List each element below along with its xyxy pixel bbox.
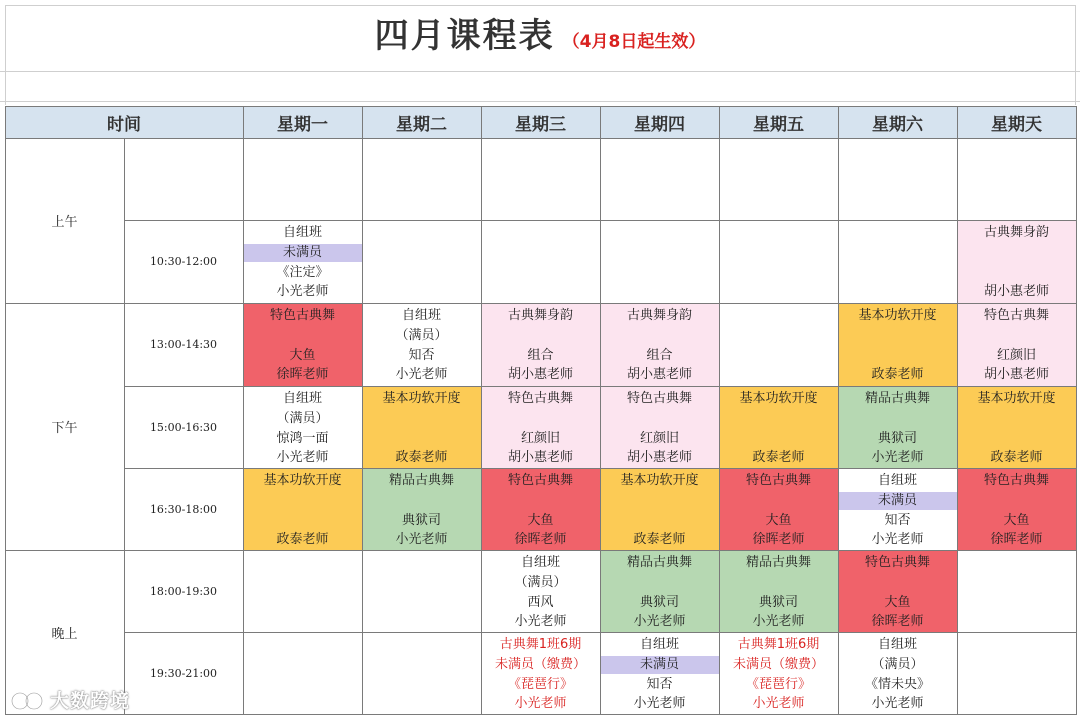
class-line: 小光老师 xyxy=(633,696,686,711)
class-line xyxy=(838,346,957,366)
class-line xyxy=(719,573,838,593)
class-line: 古典舞身韵 xyxy=(983,225,1049,240)
time-slot: 18:00-19:30 xyxy=(149,584,218,598)
class-line: 大鱼 xyxy=(765,513,792,528)
class-cell xyxy=(481,632,600,714)
class-line: 基本功软开度 xyxy=(620,473,699,488)
class-line: 惊鸿一面 xyxy=(276,431,329,446)
class-line: 小光老师 xyxy=(633,614,686,629)
class-line: 精品古典舞 xyxy=(864,391,930,406)
class-line xyxy=(600,491,719,511)
class-line: 徐晖老师 xyxy=(752,532,805,547)
class-line: 基本功软开度 xyxy=(263,473,342,488)
class-line: 《琵琶行》 xyxy=(507,677,573,692)
header-day: 星期五 xyxy=(719,106,838,138)
class-line: 特色古典舞 xyxy=(626,391,692,406)
class-line: 《注定》 xyxy=(276,265,329,280)
class-line xyxy=(600,511,719,531)
class-line: 政泰老师 xyxy=(276,532,329,547)
class-line: 徐晖老师 xyxy=(871,614,924,629)
class-line xyxy=(243,511,362,531)
table-vline xyxy=(957,106,958,715)
class-line: 小光老师 xyxy=(514,696,567,711)
class-cell xyxy=(719,550,838,632)
class-line xyxy=(719,491,838,511)
table-hline xyxy=(5,303,1077,304)
table-vline xyxy=(1076,106,1077,715)
class-cell xyxy=(957,220,1076,303)
class-cell xyxy=(243,468,362,550)
class-line: 小光老师 xyxy=(395,532,448,547)
class-line xyxy=(600,573,719,593)
class-line: 特色古典舞 xyxy=(983,473,1049,488)
class-line xyxy=(481,326,600,346)
class-cell xyxy=(838,303,957,386)
table-vline xyxy=(838,106,839,715)
page-title: 四月课程表 xyxy=(374,16,555,56)
time-slot: 16:30-18:00 xyxy=(149,502,218,516)
class-line: 典狱司 xyxy=(639,595,679,610)
class-line: 胡小惠老师 xyxy=(983,284,1049,299)
class-line: （满员） xyxy=(514,575,567,590)
class-line xyxy=(957,409,1076,429)
class-cell xyxy=(362,303,481,386)
class-line: 自组班 xyxy=(877,473,917,488)
class-line: 《琵琶行》 xyxy=(745,677,811,692)
class-line: 知否 xyxy=(884,513,911,528)
class-line: 知否 xyxy=(646,677,673,692)
class-cell xyxy=(243,303,362,386)
class-line: 大鱼 xyxy=(527,513,554,528)
sheet-gridline xyxy=(5,5,6,105)
time-slot xyxy=(124,138,243,220)
class-line xyxy=(600,409,719,429)
class-line: 自组班 xyxy=(282,391,322,406)
class-cell xyxy=(481,468,600,550)
class-line xyxy=(957,326,1076,346)
table-hline xyxy=(5,106,1077,107)
class-line: 小光老师 xyxy=(871,696,924,711)
header-time: 时间 xyxy=(5,106,243,138)
class-cell xyxy=(838,550,957,632)
class-line: 特色古典舞 xyxy=(507,473,573,488)
header-day: 星期四 xyxy=(600,106,719,138)
class-line: 未满员 xyxy=(639,657,679,672)
class-line: 小光老师 xyxy=(752,614,805,629)
class-line xyxy=(719,429,838,449)
table-vline xyxy=(362,106,363,715)
class-line: 典狱司 xyxy=(877,431,917,446)
class-line: 组合 xyxy=(646,348,673,363)
class-line: 徐晖老师 xyxy=(514,532,567,547)
class-cell xyxy=(243,386,362,468)
class-cell xyxy=(838,386,957,468)
class-line: 未满员（缴费） xyxy=(494,657,586,672)
class-cell xyxy=(362,468,481,550)
class-cell xyxy=(481,386,600,468)
time-slot: 10:30-12:00 xyxy=(149,255,218,268)
table-hline xyxy=(5,714,1077,715)
class-line: 自组班 xyxy=(520,555,560,570)
class-line: 小光老师 xyxy=(514,614,567,629)
class-line: 特色古典舞 xyxy=(507,391,573,406)
class-cell xyxy=(719,468,838,550)
table-vline xyxy=(243,106,244,715)
class-line: （满员） xyxy=(276,411,329,426)
class-line: 基本功软开度 xyxy=(977,391,1056,406)
class-line: 西风 xyxy=(527,595,554,610)
class-line: 徐晖老师 xyxy=(990,532,1043,547)
class-line: 政泰老师 xyxy=(871,367,924,382)
class-line: 政泰老师 xyxy=(395,450,448,465)
class-line: 精品古典舞 xyxy=(745,555,811,570)
class-line: 基本功软开度 xyxy=(858,308,937,323)
class-line: 古典舞身韵 xyxy=(507,308,573,323)
title-row xyxy=(0,8,1080,57)
class-line: 胡小惠老师 xyxy=(983,367,1049,382)
period-label: 晚上 xyxy=(51,626,78,642)
table-vline xyxy=(600,106,601,715)
class-line: 胡小惠老师 xyxy=(507,450,573,465)
class-line xyxy=(957,263,1076,283)
class-line xyxy=(481,409,600,429)
class-line: 红颜旧 xyxy=(639,431,679,446)
class-cell xyxy=(957,303,1076,386)
class-cell xyxy=(600,632,719,714)
class-line: 未满员 xyxy=(877,493,917,508)
class-line xyxy=(362,409,481,429)
class-line: 政泰老师 xyxy=(752,450,805,465)
class-cell xyxy=(362,386,481,468)
header-day: 星期一 xyxy=(243,106,362,138)
class-line: 精品古典舞 xyxy=(626,555,692,570)
period-label: 上午 xyxy=(51,215,78,230)
class-line: 古典舞身韵 xyxy=(626,308,692,323)
class-cell xyxy=(600,468,719,550)
class-line: 特色古典舞 xyxy=(864,555,930,570)
class-line xyxy=(481,491,600,511)
watermark-text: 大数跨境 xyxy=(50,690,131,712)
class-line: 特色古典舞 xyxy=(983,308,1049,323)
class-cell xyxy=(481,550,600,632)
period-label: 下午 xyxy=(51,421,78,436)
class-line: 小光老师 xyxy=(871,450,924,465)
sheet-gridline xyxy=(5,5,1076,6)
class-line: 小光老师 xyxy=(276,284,329,299)
class-line xyxy=(957,491,1076,511)
class-line: 胡小惠老师 xyxy=(507,367,573,382)
class-line: 精品古典舞 xyxy=(388,473,454,488)
class-line: 胡小惠老师 xyxy=(626,367,692,382)
header-day: 星期三 xyxy=(481,106,600,138)
class-line: （满员） xyxy=(395,328,448,343)
class-cell xyxy=(481,303,600,386)
class-line: 自组班 xyxy=(877,637,917,652)
sheet-gridline xyxy=(0,101,1080,102)
class-line xyxy=(838,409,957,429)
header-day: 星期六 xyxy=(838,106,957,138)
class-line: 小光老师 xyxy=(276,450,329,465)
class-line: 自组班 xyxy=(282,225,322,240)
class-line xyxy=(719,409,838,429)
sheet-gridline xyxy=(0,71,1080,72)
sheet-gridline xyxy=(1075,5,1076,105)
header-day: 星期二 xyxy=(362,106,481,138)
class-line: 特色古典舞 xyxy=(269,308,335,323)
time-slot: 15:00-16:30 xyxy=(149,420,218,434)
class-cell xyxy=(600,303,719,386)
class-cell xyxy=(600,386,719,468)
class-line: 典狱司 xyxy=(758,595,798,610)
table-hline xyxy=(5,550,1077,551)
class-line: 小光老师 xyxy=(752,696,805,711)
class-line: 典狱司 xyxy=(401,513,441,528)
class-line xyxy=(600,326,719,346)
class-line: 徐晖老师 xyxy=(276,367,329,382)
class-line: 特色古典舞 xyxy=(745,473,811,488)
class-line: 组合 xyxy=(527,348,554,363)
class-line: 大鱼 xyxy=(289,348,316,363)
class-line: 古典舞1班6期 xyxy=(499,637,582,652)
class-line xyxy=(243,326,362,346)
class-line: 未满员 xyxy=(282,245,322,260)
class-cell xyxy=(719,386,838,468)
class-line: 政泰老师 xyxy=(633,532,686,547)
class-line xyxy=(957,429,1076,449)
class-line: 小光老师 xyxy=(871,532,924,547)
class-line: 胡小惠老师 xyxy=(626,450,692,465)
class-line: 政泰老师 xyxy=(990,450,1043,465)
class-line: 基本功软开度 xyxy=(382,391,461,406)
class-cell xyxy=(600,550,719,632)
class-line: 红颜旧 xyxy=(520,431,560,446)
class-cell xyxy=(957,468,1076,550)
class-line: 《情未央》 xyxy=(864,677,930,692)
class-line: 自组班 xyxy=(639,637,679,652)
class-line: 大鱼 xyxy=(884,595,911,610)
class-cell xyxy=(719,632,838,714)
class-line xyxy=(957,243,1076,263)
class-line: 自组班 xyxy=(401,308,441,323)
time-slot: 13:00-14:30 xyxy=(149,338,218,351)
class-line xyxy=(838,326,957,346)
class-line xyxy=(362,429,481,449)
class-line: 大鱼 xyxy=(1003,513,1030,528)
class-cell xyxy=(957,386,1076,468)
table-vline xyxy=(5,106,6,715)
class-line: 小光老师 xyxy=(395,367,448,382)
table-vline xyxy=(481,106,482,715)
class-line: 古典舞1班6期 xyxy=(737,637,820,652)
time-slot: 19:30-21:00 xyxy=(149,666,218,680)
class-line xyxy=(362,491,481,511)
class-line: 红颜旧 xyxy=(996,348,1036,363)
class-line: 基本功软开度 xyxy=(739,391,818,406)
table-vline xyxy=(719,106,720,715)
header-day: 星期天 xyxy=(957,106,1076,138)
table-hline xyxy=(5,138,1077,139)
class-line xyxy=(243,491,362,511)
class-line: 知否 xyxy=(408,348,435,363)
class-cell xyxy=(838,468,957,550)
class-cell xyxy=(838,632,957,714)
table-vline xyxy=(124,138,125,715)
class-line: 未满员（缴费） xyxy=(732,657,824,672)
class-cell xyxy=(243,220,362,303)
class-line xyxy=(838,573,957,593)
effective-date-note: （4月8日起生效） xyxy=(562,32,706,52)
watermark-logo-icon xyxy=(10,690,46,712)
class-line: （满员） xyxy=(871,657,924,672)
